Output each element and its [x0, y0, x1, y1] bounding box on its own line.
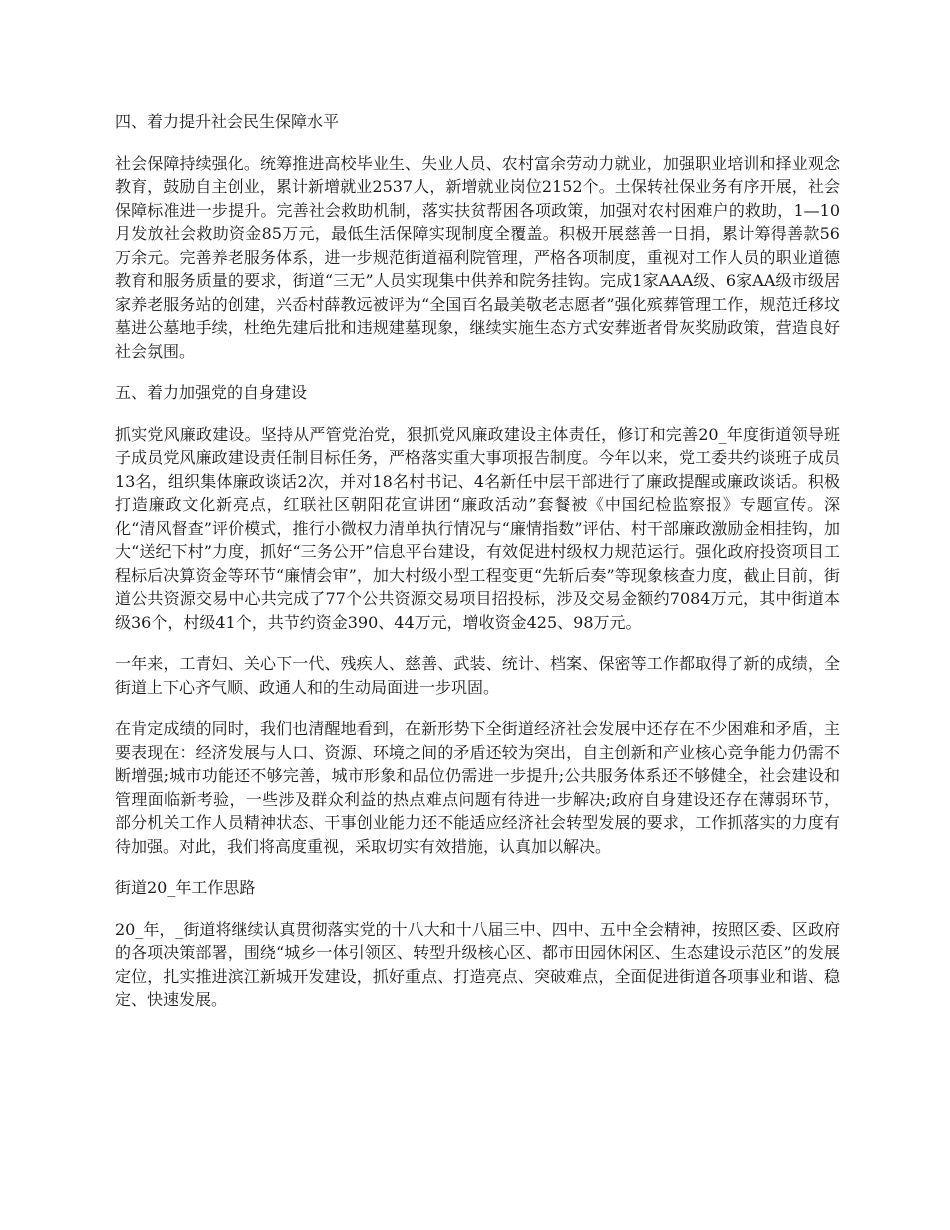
section-heading-livelihood: 四、着力提升社会民生保障水平	[115, 112, 340, 131]
section-heading-plan: 街道20_年工作思路	[115, 878, 256, 897]
paragraph-problems: 在肯定成绩的同时，我们也清醒地看到，在新形势下全街道经济社会发展中还存在不少困难和矛盾，主要表现在：经济发展与人口、资源、环境之间的矛盾还较为突出，自主创新和产业核心竞争能力仍需不断增强;城市功能还不够完善，城市形象和品位仍需进一步提升;公共服务体系还不够健全，社会建设和管理面临新考验，一些涉及群众利益的热点难点问题有待进一步解决;政府自身建设还存在薄弱环节，部分机关工作人员精神状态、干事创业能力还不能适应经济社会转型发展的要求，工作抓落实的力度有待加强。对此，我们将高度重视，采取切实有效措施，认真加以解决。	[115, 719, 840, 856]
document-page	[115, 110, 840, 1030]
section-heading-party-building: 五、着力加强党的自身建设	[115, 383, 308, 402]
paragraph-integrity: 抓实党风廉政建设。坚持从严管党治党，狠抓党风廉政建设主体责任，修订和完善20_年度街道领导班子成员党风廉政建设责任制目标任务，严格落实重大事项报告制度。今年以来，党工委共约谈班子成员13名，组织集体廉政谈话2次，并对18名村书记、4名新任中层干部进行了廉政提醒或廉政谈话。积极打造廉政文化新亮点，红联社区朝阳花宣讲团“廉政活动”套餐被《中国纪检监察报》专题宣传。深化“清风督查”评价模式，推行小微权力清单执行情况与“廉情指数”评估、村干部廉政激励金相挂钩，加大“送纪下村”力度，抓好“三务公开”信息平台建设，有效促进村级权力规范运行。强化政府投资项目工程标后决算资金等环节“廉情会审”，加大村级小型工程变更“先斩后奏”等现象核查力度，截止目前，街道公共资源交易中心共完成了77个公共资源交易项目招投标，涉及交易金额约7084万元，其中街道本级36个，村级41个，共节约资金390、44万元，增收资金425、98万元。	[115, 424, 840, 632]
paragraph-summary: 一年来，工青妇、关心下一代、残疾人、慈善、武装、统计、档案、保密等工作都取得了新的成绩，全街道上下心齐气顺、政通人和的生动局面进一步巩固。	[115, 654, 840, 697]
paragraph-plan: 20_年，_街道将继续认真贯彻落实党的十八大和十八届三中、四中、五中全会精神，按照区委、区政府的各项决策部署，围绕“城乡一体引领区、转型升级核心区、都市田园休闲区、生态建设示范区”的发展定位，扎实推进滨江新城开发建设，抓好重点、打造亮点、突破难点，全面促进街道各项事业和谐、稳定、快速发展。	[115, 919, 840, 1009]
paragraph-social-security: 社会保障持续强化。统筹推进高校毕业生、失业人员、农村富余劳动力就业，加强职业培训和择业观念教育，鼓励自主创业，累计新增就业2537人，新增就业岗位2152个。土保转社保业务有序开展，社会保障标准进一步提升。完善社会救助机制，落实扶贫帮困各项政策，加强对农村困难户的救助，1—10月发放社会救助资金85万元，最低生活保障实现制度全覆盖。积极开展慈善一日捐，累计筹得善款56万余元。完善养老服务体系，进一步规范街道福利院管理，严格各项制度，重视对工作人员的职业道德教育和服务质量的要求，街道“三无”人员实现集中供养和院务挂钩。完成1家AAA级、6家AA级市级居家养老服务站的创建，兴岙村薛教远被评为“全国百名最美敬老志愿者”强化殡葬管理工作，规范迁移坟墓进公墓地手续，杜绝先建后批和违规建墓现象，继续实施生态方式安葬逝者骨灰奖励政策，营造良好社会氛围。	[115, 153, 840, 361]
